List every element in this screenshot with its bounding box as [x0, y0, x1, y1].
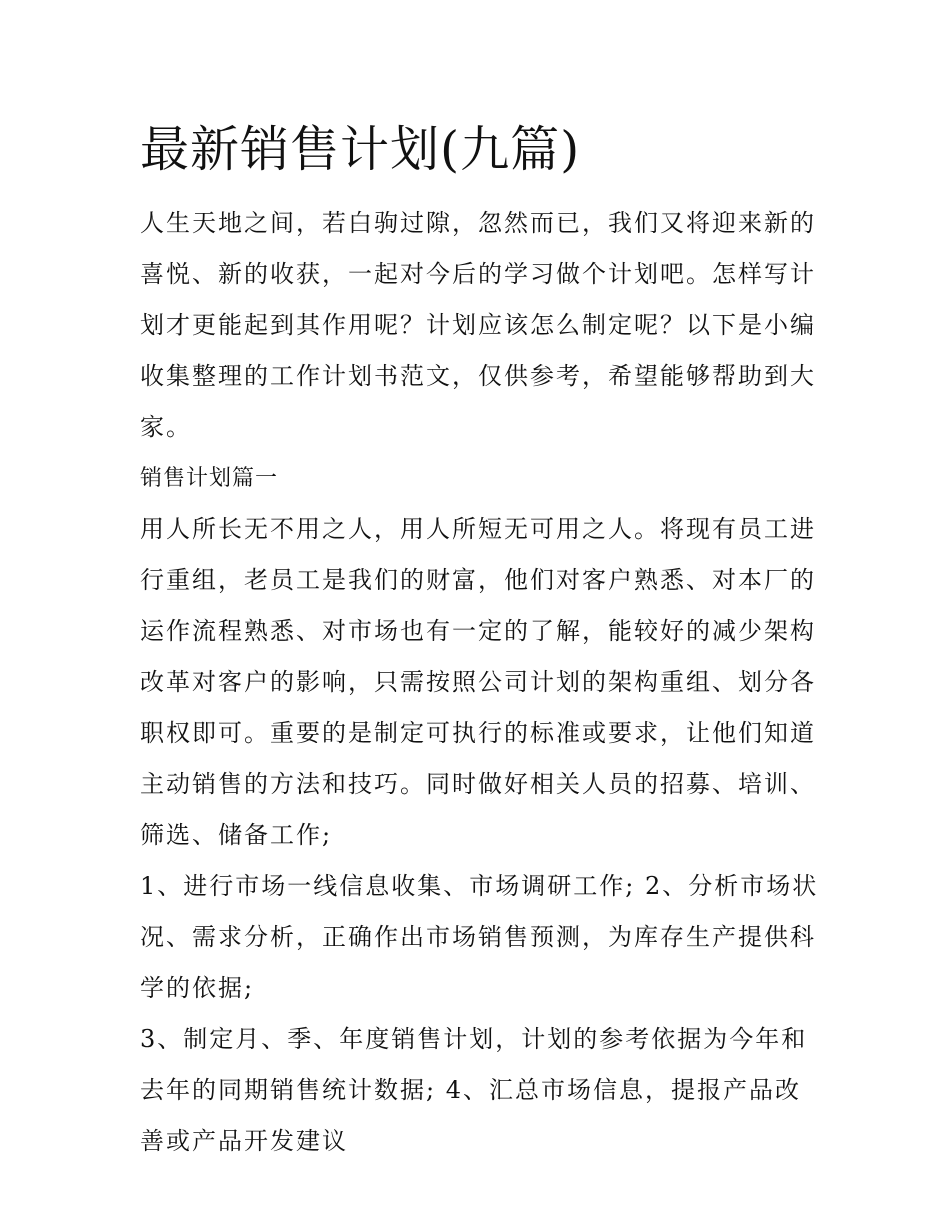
body-paragraph: 用人所长无不用之人，用人所短无可用之人。将现有员工进行重组，老员工是我们的财富，他们对客户熟悉、对本厂的运作流程熟悉、对市场也有一定的了解，能较好的减少架构改革对客户的影响，只需按照公司计划的架构重组、划分各职权即可。重要的是制定可执行的标准或要求，让他们知道主动销售的方法和技巧。同时做好相关人员的招募、培训、筛选、储备工作;	[140, 515, 816, 849]
section-heading: 销售计划篇一	[140, 466, 279, 491]
document-title: 最新销售计划(九篇)	[140, 121, 581, 178]
intro-paragraph: 人生天地之间，若白驹过隙，忽然而已，我们又将迎来新的喜悦、新的收获，一起对今后的学习做个计划吧。怎样写计划才更能起到其作用呢？计划应该怎么制定呢？以下是小编收集整理的工作计划书范文，仅供参考，希望能够帮助到大家。	[140, 209, 816, 441]
document-body	[140, 112, 820, 1167]
body-paragraph: 3、制定月、季、年度销售计划，计划的参考依据为今年和去年的同期销售统计数据; 4、汇总市场信息，提报产品改善或产品开发建议	[140, 1025, 808, 1155]
body-paragraph: 1、进行市场一线信息收集、市场调研工作; 2、分析市场状况、需求分析，正确作出市场销售预测，为库存生产提供科学的依据;	[140, 872, 819, 1002]
